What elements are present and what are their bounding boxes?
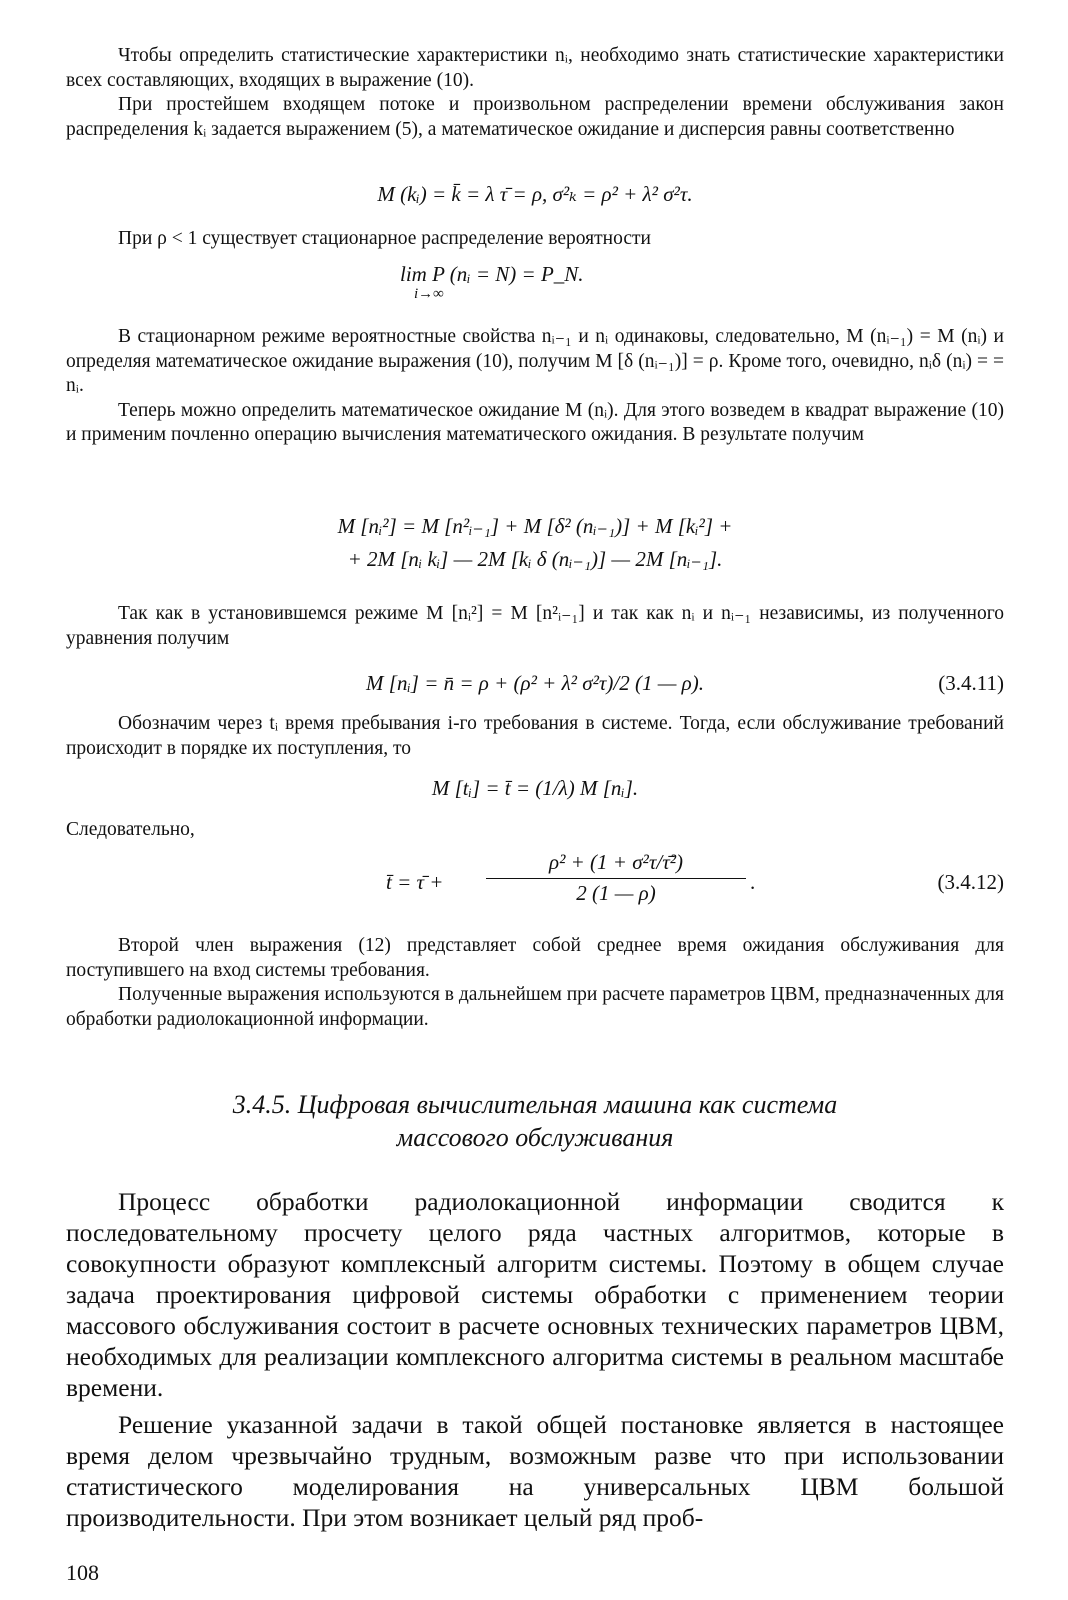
paragraph: Чтобы определить статистические характеристики nᵢ, необходимо знать статистические характеристики всех составляющих, входящих в выражение (10). [66,45,1004,91]
text-block-6 [66,818,1004,843]
equation-3-4-11: M [nᵢ] = n̄ = ρ + (ρ² + λ² σ²τ)/2 (1 — ρ). (3.4.11) [366,671,1004,695]
paragraph: Следовательно, [66,819,195,840]
equation-limit: lim P (nᵢ = N) = P_N. i→∞ [400,262,584,302]
text-block-7 [66,934,1004,1032]
page-number: 108 [66,1560,99,1585]
paragraph: Так как в установившемся режиме M [nᵢ²] = M [n²ᵢ₋₁] и так как nᵢ и nᵢ₋₁ независимы, из полученного уравнения получим [66,603,1004,649]
equation-square-line2: + 2M [nᵢ kᵢ] — 2M [kᵢ δ (nᵢ₋₁)] — 2M [nᵢ₋₁]. [347,547,723,571]
equation-3-4-12: t̄ = τ̄ + ρ² + (1 + σ²τ/τ̄²) 2 (1 — ρ) . (3.4.12) [386,850,1004,905]
paragraph: Теперь можно определить математическое ожидание M (nᵢ). Для этого возведем в квадрат выражение (10) и применим почленно операцию вычисления математического ожидания. В результате получим [66,399,1004,445]
equation-mean-variance: M (kᵢ) = k̄ = λ τ̄ = ρ, σ²ₖ = ρ² + λ² σ²τ. [377,182,693,206]
text-block-5 [66,712,1004,761]
equation-square-line1: M [nᵢ²] = M [n²ᵢ₋₁] + M [δ² (nᵢ₋₁)] + M [kᵢ²] + [337,514,733,538]
paragraph: Второй член выражения (12) представляет собой среднее время ожидания обслуживания для поступившего на вход системы требования. [66,935,1004,981]
text-block-2 [66,227,1004,252]
equation-number: (3.4.12) [937,870,1004,894]
paragraph: При ρ < 1 существует стационарное распределение вероятности [118,228,651,249]
text-block-3 [66,325,1004,448]
paragraph: В стационарном режиме вероятностные свойства nᵢ₋₁ и nᵢ одинаковы, следовательно, M (nᵢ₋₁) = M (nᵢ) и определяя математическое ожидание выражения (10), получим M [δ (nᵢ₋₁)] = ρ. Кроме того, очевидно, nᵢδ (nᵢ) = = nᵢ. [66,326,1004,396]
paragraph: Обозначим через tᵢ время пребывания i-го требования в системе. Тогда, если обслуживание требований происходит в порядке их поступления, то [66,713,1004,759]
text-block-8 [66,1186,1004,1533]
section-heading: 3.4.5. Цифровая вычислительная машина как система массового обслуживания [232,1090,838,1152]
paragraph: Процесс обработки радиолокационной информации сводится к последовательному просчету целого ряда частных алгоритмов, которые в совокупности образуют комплексный алгоритм системы. Поэтому в общем случае задача проектирования цифровой системы обработки с применением теории массового обслуживания состоит в расчете основных технических параметров ЦВМ, необходимых для реализации комплексного алгоритма системы в реальном масштабе времени. [66,1187,1004,1402]
paragraph: Полученные выражения используются в дальнейшем при расчете параметров ЦВМ, предназначенных для обработки радиолокационной информации. [66,984,1004,1030]
text-block-4 [66,602,1004,651]
paragraph: При простейшем входящем потоке и произвольном распределении времени обслуживания закон распределения kᵢ задается выражением (5), а математическое ожидание и дисперсия равны соответственно [66,94,1004,140]
equation-time: M [tᵢ] = t̄ = (1/λ) M [nᵢ]. [431,776,639,800]
equation-number: (3.4.11) [938,671,1004,695]
text-block-1 [66,44,1004,142]
paragraph: Решение указанной задачи в такой общей постановке является в настоящее время делом чрезвычайно трудным, возможным разве что при использовании статистического моделирования на универсальных ЦВМ большой производительности. При этом возникает целый ряд проб- [66,1410,1004,1532]
